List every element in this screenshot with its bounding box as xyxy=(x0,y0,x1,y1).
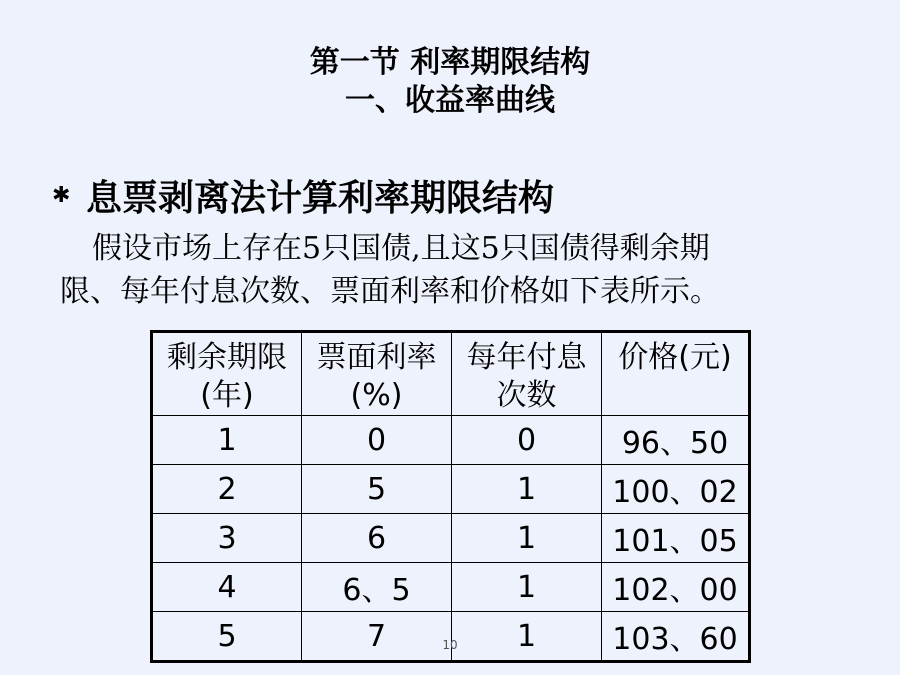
header-text: 票面利率 xyxy=(316,340,437,375)
header-coupon-rate xyxy=(302,332,452,416)
table-cell: 2 xyxy=(152,465,302,514)
table-cell: 6、5 xyxy=(302,563,452,612)
header-remaining-term xyxy=(152,332,302,416)
table-row xyxy=(152,465,750,514)
table-row xyxy=(152,612,750,662)
table-cell: 7 xyxy=(302,612,452,662)
table-cell: 1 xyxy=(452,514,602,563)
table-cell: 0 xyxy=(302,416,452,465)
table-header-row xyxy=(152,332,750,416)
bond-table xyxy=(150,330,751,663)
table-row xyxy=(152,563,750,612)
table-cell: 1 xyxy=(152,416,302,465)
bullet-star-icon: ✱ xyxy=(52,182,71,208)
header-text: 价格(元) xyxy=(618,340,732,375)
table-cell: 100、02 xyxy=(602,465,750,514)
table-cell: 1 xyxy=(452,465,602,514)
paragraph-line-1: 假设市场上存在5只国债,且这5只国债得剩余期 xyxy=(92,231,710,266)
table-cell: 102、00 xyxy=(602,563,750,612)
table-cell: 1 xyxy=(452,563,602,612)
table-cell: 1 xyxy=(452,612,602,662)
table-cell: 5 xyxy=(152,612,302,662)
header-price xyxy=(602,332,750,416)
header-text: 剩余期限 xyxy=(167,340,287,375)
table-cell: 4 xyxy=(152,563,302,612)
bullet-heading-row xyxy=(52,172,554,218)
header-text: 次数 xyxy=(496,378,557,413)
table-cell: 5 xyxy=(302,465,452,514)
paragraph-line-2: 限、每年付息次数、票面利率和价格如下表所示。 xyxy=(60,274,720,309)
table-cell: 6 xyxy=(302,514,452,563)
table-cell: 103、60 xyxy=(602,612,750,662)
table-cell: 101、05 xyxy=(602,514,750,563)
slide-title: 第一节 利率期限结构 xyxy=(309,45,591,80)
table-cell: 3 xyxy=(152,514,302,563)
slide-subtitle: 一、收益率曲线 xyxy=(345,83,555,118)
header-payments-per-year xyxy=(452,332,602,416)
header-text: (%) xyxy=(350,378,403,413)
table-cell: 0 xyxy=(452,416,602,465)
bullet-heading: 息票剥离法计算利率期限结构 xyxy=(86,177,555,219)
page-number: 10 xyxy=(442,638,458,652)
table-row xyxy=(152,416,750,465)
table-cell: 96、50 xyxy=(602,416,750,465)
header-text: (年) xyxy=(200,378,254,413)
header-text: 每年付息 xyxy=(466,340,587,375)
table-row xyxy=(152,514,750,563)
